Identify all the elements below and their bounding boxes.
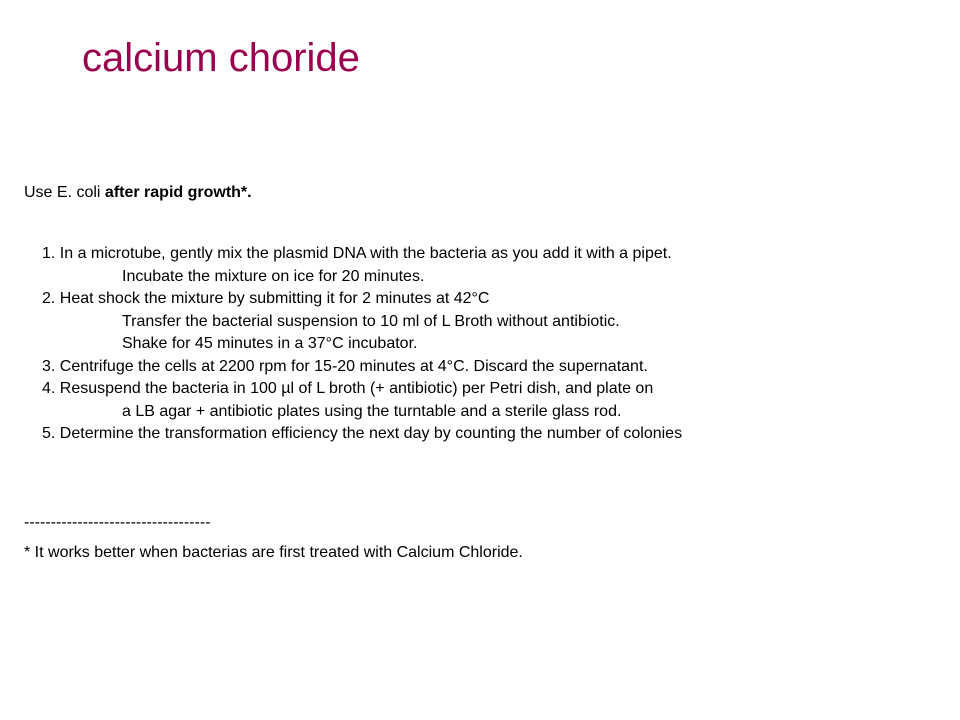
step-detail-line: Shake for 45 minutes in a 37°C incubator.	[122, 335, 418, 352]
footnote-separator: -----------------------------------	[24, 514, 211, 531]
step-line: 4. Resuspend the bacteria in 100 µl of L broth (+ antibiotic) per Petri dish, and plate on	[42, 380, 654, 397]
intro-line	[24, 182, 944, 204]
step-line: 1. In a microtube, gently mix the plasmid DNA with the bacteria as you add it with a pipet.	[42, 245, 672, 262]
protocol-steps	[24, 243, 944, 446]
step-detail-line: a LB agar + antibiotic plates using the turntable and a sterile glass rod.	[122, 402, 622, 420]
intro-bold: after rapid growth*.	[104, 184, 252, 201]
footnote: * It works better when bacterias are first treated with Calcium Chloride.	[24, 544, 523, 561]
slide-title: calcium choride	[82, 36, 360, 80]
intro-prefix: Use E. coli	[24, 184, 105, 201]
step-detail-line: Transfer the bacterial suspension to 10 ml of L Broth without antibiotic.	[122, 312, 620, 330]
step-detail-line: Incubate the mixture on ice for 20 minutes.	[122, 267, 425, 285]
step-line: 3. Centrifuge the cells at 2200 rpm for 15-20 minutes at 4°C. Discard the supernatant.	[42, 357, 648, 375]
slide-body	[24, 182, 944, 446]
step-line: 2. Heat shock the mixture by submitting it for 2 minutes at 42°C	[42, 290, 490, 307]
step-line: 5. Determine the transformation efficiency the next day by counting the number of colonies	[42, 425, 683, 442]
